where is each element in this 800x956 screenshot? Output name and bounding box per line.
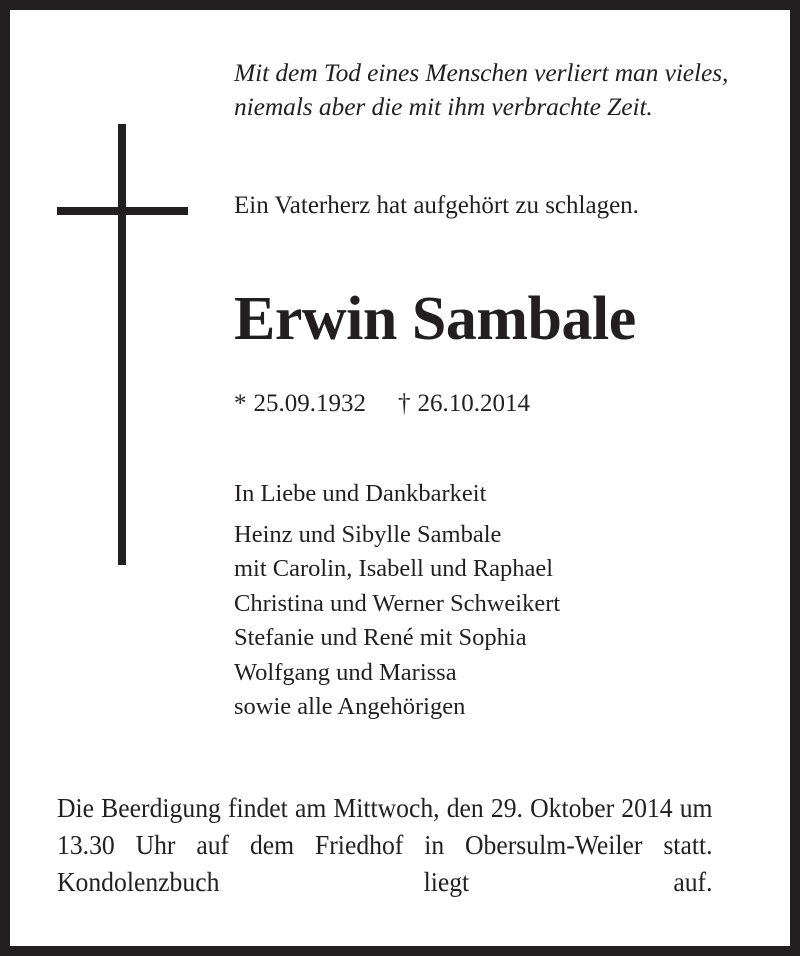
- mourner-line: Wolfgang und Marissa: [234, 658, 457, 686]
- epigraph-line-1: Mit dem Tod eines Menschen verliert man vieles,: [234, 58, 729, 87]
- death-date-group: [398, 388, 530, 420]
- deceased-name: Erwin Sambale: [234, 285, 636, 353]
- mourners-list: [234, 518, 780, 724]
- cross-vertical-bar: [118, 124, 126, 565]
- life-dates: [234, 388, 780, 420]
- mourner-line: Christina und Werner Schweikert: [234, 589, 561, 617]
- epigraph: [234, 56, 774, 124]
- birth-date-group: [234, 388, 366, 420]
- funeral-details-text: Die Beerdigung findet am Mittwoch, den 29. Oktober 2014 um 13.30 Uhr auf dem Friedhof in Obersulm-Weiler statt. Kondolenzbuch liegt auf.: [57, 793, 713, 897]
- birth-asterisk-icon: *: [234, 390, 247, 417]
- cross-horizontal-bar: [57, 207, 188, 215]
- lead-line: Ein Vaterherz hat aufgehört zu schlagen.: [234, 192, 639, 219]
- epigraph-line-2: niemals aber die mit ihm verbrachte Zeit.: [234, 92, 653, 121]
- dedication: In Liebe und Dankbarkeit: [234, 480, 487, 507]
- mourner-line: Stefanie und René mit Sophia: [234, 624, 527, 652]
- notice-canvas: [10, 10, 790, 946]
- birth-date: 25.09.1932: [253, 390, 366, 417]
- mourner-line: mit Carolin, Isabell und Raphael: [234, 555, 554, 583]
- mourner-line: sowie alle Angehörigen: [234, 693, 466, 721]
- funeral-details: [57, 790, 713, 938]
- death-date: 26.10.2014: [417, 390, 530, 417]
- death-dagger-icon: †: [398, 390, 411, 417]
- mourner-line: Heinz und Sibylle Sambale: [234, 521, 502, 548]
- latin-cross-icon: [10, 10, 230, 610]
